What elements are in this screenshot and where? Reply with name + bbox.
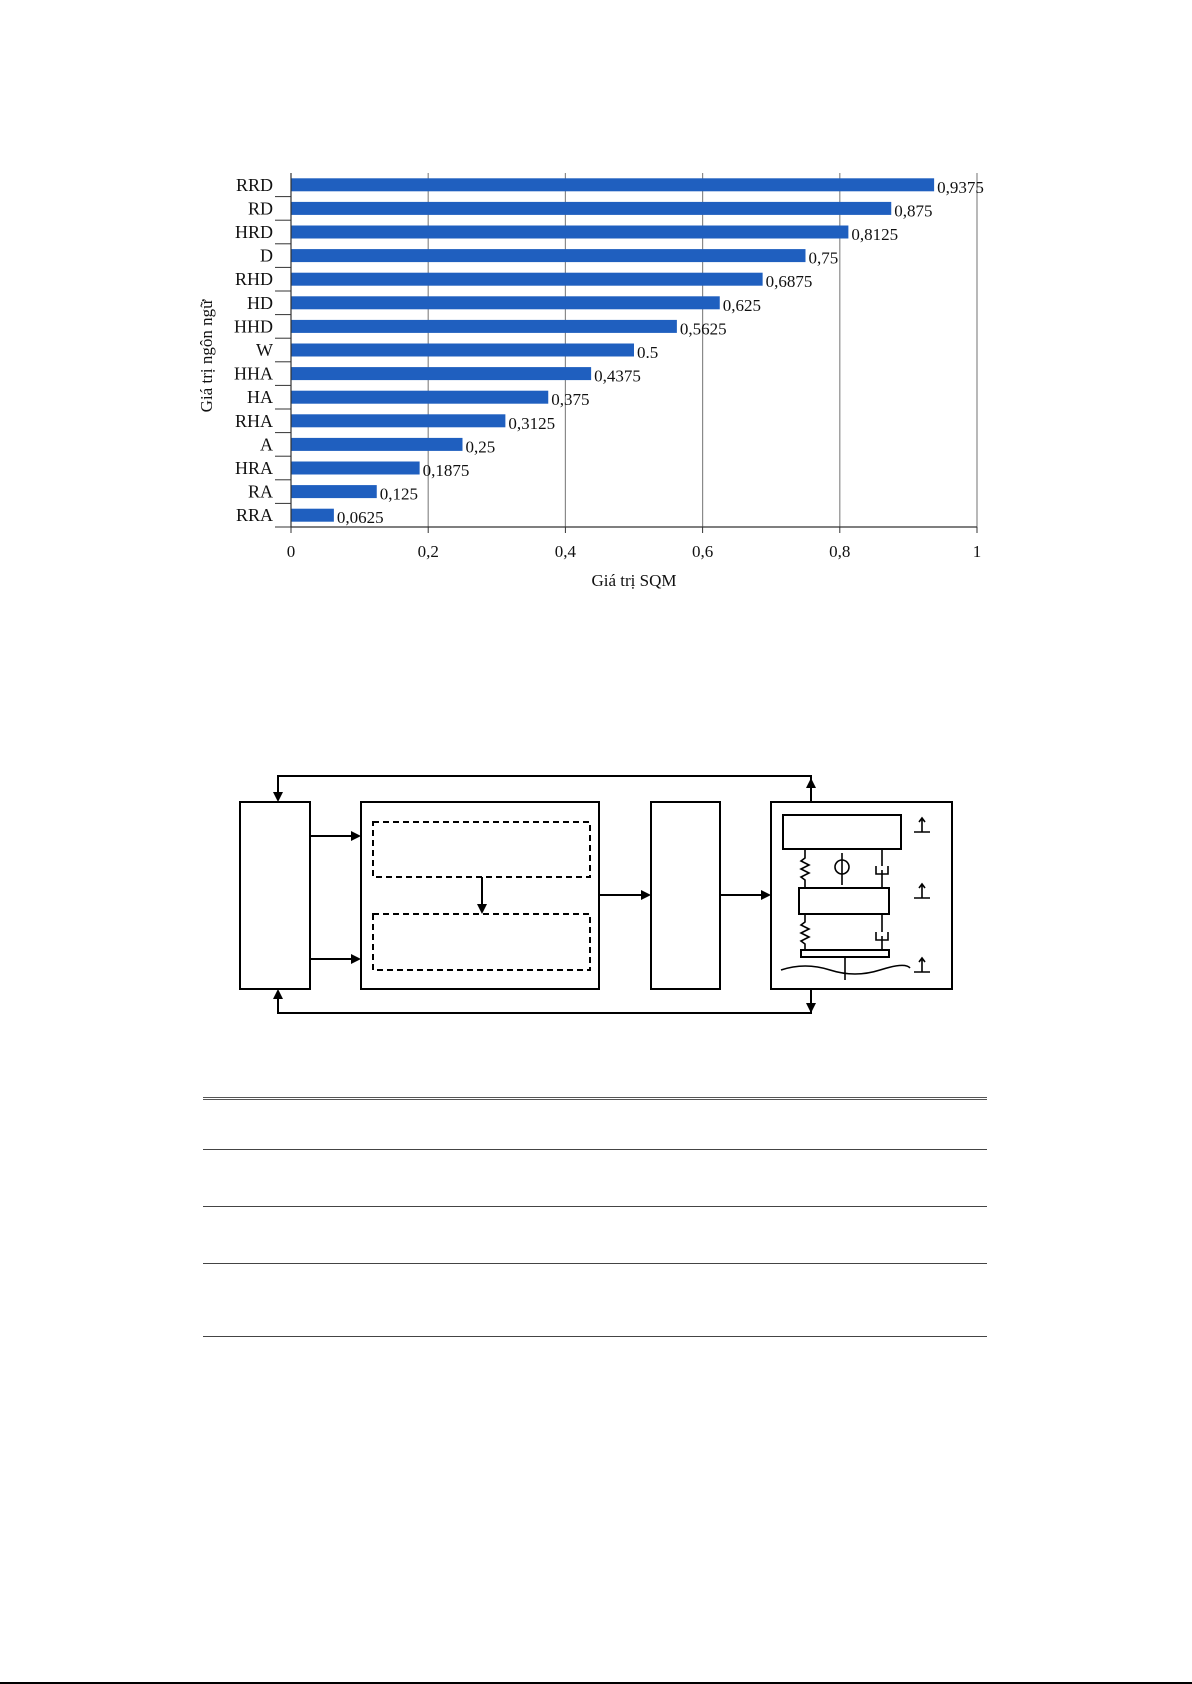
category-label: RA [247, 481, 273, 502]
bar-value-label: 0,75 [808, 248, 839, 268]
table-row-rule-1 [203, 1149, 987, 1150]
category-label: A [260, 434, 273, 455]
bar-value-label: 0,4375 [594, 366, 641, 386]
category-label: HRD [234, 222, 273, 242]
base-plate [801, 950, 889, 957]
category-label: RRD [235, 174, 273, 195]
category-label: D [260, 245, 273, 266]
lower-dashed-subblock [373, 914, 590, 970]
bar-value-label: 0,625 [722, 295, 761, 315]
bar-value-label: 0,125 [379, 484, 418, 504]
x-tick-label: 1 [972, 542, 982, 561]
x-tick-label: 0,2 [417, 542, 439, 561]
damper-upper [876, 849, 888, 888]
damper-lower [876, 914, 888, 950]
spring-lower [801, 914, 809, 950]
category-label: RHD [234, 269, 273, 290]
disp-indicator-1 [914, 818, 930, 832]
processing-block [361, 802, 599, 989]
category-label: HRA [234, 458, 273, 478]
bar-value-label: 0,3125 [508, 413, 556, 433]
x-tick-label: 0 [286, 542, 296, 561]
bar-value-label: 0,25 [465, 437, 496, 457]
category-label: HD [247, 292, 273, 313]
category-label: RRA [235, 505, 273, 526]
bar-value-label: 0.5 [637, 343, 659, 362]
bar-value-label: 0,9375 [937, 177, 984, 197]
table-row-rule-3 [203, 1263, 987, 1264]
bar-value-label: 0,6875 [765, 272, 813, 292]
category-label: HHD [234, 316, 273, 337]
feedback-bottom [278, 989, 811, 1013]
x-tick-label: 0,6 [691, 542, 714, 561]
bar-value-label: 0,0625 [336, 508, 384, 528]
bar-value-label: 0,875 [894, 201, 933, 221]
upper-mass [783, 815, 901, 849]
feedback-top [278, 776, 811, 802]
category-label: RD [247, 198, 273, 219]
bar-value-label: 0,8125 [851, 225, 899, 244]
disp-indicator-3 [914, 958, 930, 972]
table-top-rule [203, 1097, 987, 1100]
actuator-block [651, 802, 720, 989]
upper-dashed-subblock [373, 822, 590, 877]
category-label: HA [247, 387, 273, 408]
category-label: HHA [234, 363, 273, 384]
spring-upper [801, 849, 809, 888]
disp-indicator-2 [914, 884, 930, 898]
x-axis-title: Giá trị SQM [591, 571, 677, 590]
table-bottom-rule [203, 1336, 987, 1337]
category-label: W [256, 340, 273, 360]
x-tick-label: 0,4 [554, 542, 577, 561]
middle-mass [799, 888, 889, 914]
bar-value-label: 0,375 [551, 390, 590, 410]
table-row-rule-2 [203, 1206, 987, 1207]
x-tick-label: 0,8 [829, 542, 851, 561]
bar-value-label: 0,5625 [679, 319, 727, 339]
bar-value-label: 0,1875 [422, 461, 470, 480]
y-axis-title: Giá trị ngôn ngữ [197, 299, 216, 413]
controller-block [240, 802, 310, 989]
category-label: RHA [234, 410, 273, 431]
